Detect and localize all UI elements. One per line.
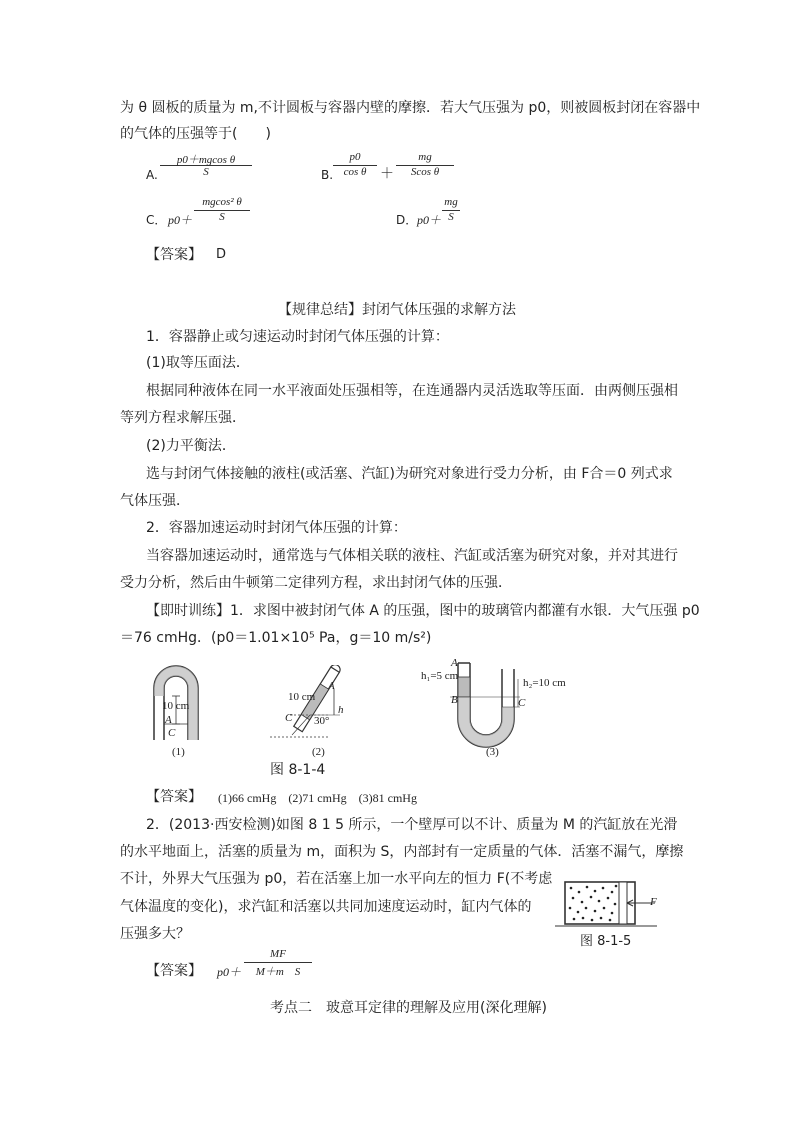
option-c-label: C． — [146, 213, 167, 227]
fig1-caption: (1) — [172, 746, 185, 758]
summary-p5a: 选与封闭气体接触的液柱(或活塞、汽缸)为研究对象进行受力分析，由 F合＝0 列式求 — [146, 466, 673, 482]
q2-answer-prefix: p0＋ — [217, 965, 242, 979]
summary-p3a: 根据同种液体在同一水平液面处压强相等，在连通器内灵活选取等压面．由两侧压强相 — [146, 383, 678, 399]
fig1-label-c: C — [168, 727, 176, 739]
summary-p3b: 等列方程求解压强． — [120, 410, 246, 426]
option-a-fraction — [160, 151, 252, 180]
fig2-angle-label: 30° — [314, 715, 330, 727]
option-c-numerator: mgcos² θ — [202, 196, 242, 208]
training-line1: 【即时训练】1．求图中被封闭气体 A 的压强，图中的玻璃管内都灌有水银．大气压强 p0 — [146, 603, 700, 619]
option-b-fraction-2 — [396, 151, 454, 180]
q2-answer-label: 【答案】 — [146, 963, 202, 979]
summary-p7a: 当容器加速运动时，通常选与气体相关联的液柱、汽缸或活塞为研究对象，并对其进行 — [146, 548, 678, 564]
figure-8-1-4-caption: 图 8-1-4 — [270, 762, 326, 778]
fig3-label-b: B — [451, 694, 458, 706]
fig5-force-label: F — [650, 896, 657, 908]
training-answer: (1)66 cmHg (2)71 cmHg (3)81 cmHg — [218, 791, 417, 805]
option-a-denominator: S — [203, 166, 209, 178]
training-answer-label: 【答案】 — [146, 789, 202, 805]
fig3-caption: (3) — [486, 746, 499, 758]
option-b-fraction-1 — [333, 151, 377, 180]
q2-line4: 气体温度的变化)，求汽缸和活塞以共同加速度运动时，缸内气体的 — [120, 899, 532, 915]
summary-title: 【规律总结】封闭气体压强的求解方法 — [278, 302, 516, 318]
q1-line1: 为 θ 圆板的质量为 m,不计圆板与容器内壁的摩擦．若大气压强为 p0，则被圆板封闭在容器中 — [120, 100, 701, 116]
summary-p5b: 气体压强． — [120, 493, 190, 509]
fig3-h2-label: h₂=10 cm — [523, 677, 566, 689]
fig2-label-a: A — [328, 680, 335, 692]
q1-answer: D — [216, 247, 227, 262]
q2-answer-denominator: M＋m S — [255, 966, 301, 978]
option-b-den-1: cos θ — [343, 166, 367, 178]
summary-p1: 1．容器静止或匀速运动时封闭气体压强的计算： — [146, 329, 449, 345]
option-c-denominator: S — [219, 211, 225, 223]
figure-8-1-5-cylinder — [555, 880, 665, 932]
fig3-label-c: C — [518, 697, 526, 709]
figure-8-1-5-caption: 图 8-1-5 — [580, 934, 632, 949]
option-a-label: A. — [146, 168, 158, 182]
option-d-prefix: p0＋ — [417, 213, 442, 227]
figure-2-tube — [270, 665, 370, 745]
fig2-caption: (2) — [312, 746, 325, 758]
option-a-numerator: p0＋mgcos θ — [176, 154, 236, 166]
summary-p6: 2．容器加速运动时封闭气体压强的计算： — [146, 520, 407, 536]
q2-answer-fraction — [244, 948, 312, 977]
option-b-num-2: mg — [418, 151, 432, 163]
fig2-length-label: 10 cm — [288, 691, 316, 703]
option-b-label: B. — [321, 168, 334, 182]
q2-line5: 压强多大？ — [120, 926, 190, 942]
q2-line1: 2．(2013·西安检测)如图 8 1 5 所示，一个壁厚可以不计、质量为 M 的汽缸放在光滑 — [146, 817, 678, 833]
fig2-label-h: h — [338, 704, 344, 716]
option-b-num-1: p0 — [349, 151, 361, 163]
fig2-label-c: C — [285, 712, 293, 724]
fig1-length-label: 10 cm — [162, 700, 190, 712]
training-line2: ＝76 cmHg．(p0＝1.01×10⁵ Pa，g＝10 m/s²) — [120, 630, 432, 646]
fig1-label-a: A — [165, 714, 172, 726]
q1-line2: 的气体的压强等于( ) — [120, 126, 271, 142]
option-d-fraction — [442, 196, 460, 225]
option-d-label: D． — [396, 213, 418, 227]
q2-answer-numerator: MF — [270, 948, 286, 960]
q2-line2: 的水平地面上，活塞的质量为 m，面积为 S，内部封有一定质量的气体．活塞不漏气，摩擦 — [120, 844, 684, 860]
option-b-den-2: Scos θ — [410, 166, 440, 178]
summary-p4: (2)力平衡法． — [146, 438, 236, 454]
option-c-prefix: p0＋ — [168, 213, 193, 227]
q2-line3: 不计，外界大气压强为 p0，若在活塞上加一水平向左的恒力 F(不考虑 — [120, 871, 553, 887]
fig3-label-a: A — [451, 657, 458, 669]
summary-p7b: 受力分析，然后由牛顿第二定律列方程，求出封闭气体的压强． — [120, 575, 512, 591]
option-d-denominator: S — [448, 211, 454, 223]
option-d-numerator: mg — [444, 196, 458, 208]
section-heading: 考点二 玻意耳定律的理解及应用(深化理解) — [270, 1000, 547, 1016]
q1-answer-label: 【答案】 — [146, 247, 202, 263]
option-c-fraction — [194, 196, 250, 225]
summary-p2: (1)取等压面法． — [146, 355, 250, 371]
fig3-h1-label: h₁=5 cm — [421, 670, 459, 682]
option-b-plus: ＋ — [380, 166, 394, 182]
